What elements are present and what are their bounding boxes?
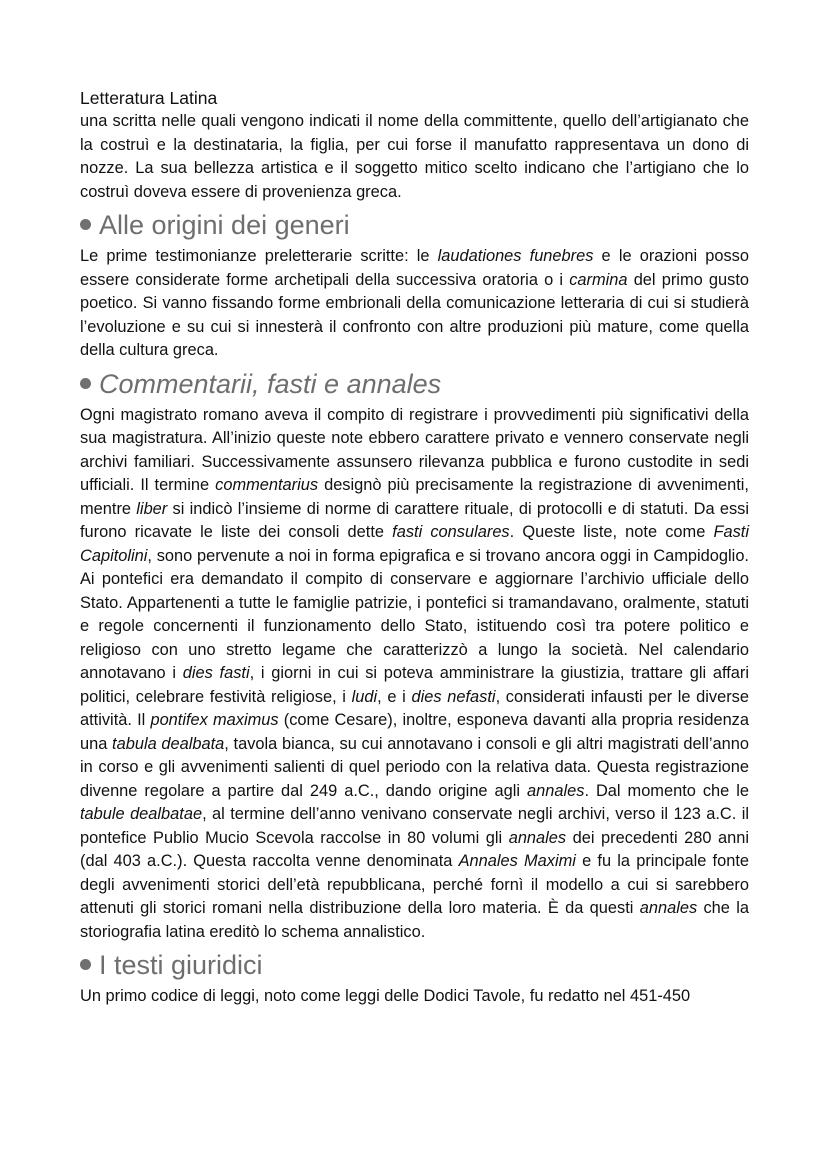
page-content <box>80 86 749 1009</box>
bullet-icon <box>80 378 91 389</box>
section-heading-commentarii: Commentarii, fasti e annales <box>80 365 749 403</box>
section-heading-origini: Alle origini dei generi <box>80 206 749 244</box>
section-heading-testi-giuridici: I testi giuridici <box>80 946 749 984</box>
paragraph-commentarii: Ogni magistrato romano aveva il compito di registrare i provvedimenti più significativi della sua magistratura. All’inizio queste note ebbero carattere privato e vennero conservate negli archivi familiari. Successivamente assunsero rilevanza pubblica e furono custodite in sedi ufficiali. Il termine commentarius designò più precisamente la registrazione di avvenimenti, mentre liber si indicò l’insieme di norme di carattere rituale, di protocolli e di statuti. Da essi furono ricavate le liste dei consoli dette fasti consulares. Queste liste, note come Fasti Capitolini, sono pervenute a noi in forma epigrafica e si trovano ancora oggi in Campidoglio. Ai pontefici era demandato il compito di conservare e aggiornare l’archivio ufficiale dello Stato. Appartenenti a tutte le famiglie patrizie, i pontefici si tramandavano, oralmente, statuti e regole concernenti il funzionamento dello Stato, istituendo così tra potere politico e religioso con uno stretto legame che caratterizzò a lungo la società. Nel calendario annotavano i dies fasti, i giorni in cui si poteva amministrare la giustizia, trattare gli affari politici, celebrare festività religiose, i ludi, e i dies nefasti, considerati infausti per le diverse attività. Il pontifex maximus (come Cesare), inoltre, esponeva davanti alla propria residenza una tabula dealbata, tavola bianca, su cui annotavano i consoli e gli altri magistrati dell’anno in corso e gli avvenimenti salienti di quel periodo con la relativa data. Questa registrazione divenne regolare a partire dal 249 a.C., dando origine agli annales. Dal momento che le tabule dealbatae, al termine dell’anno venivano conservate negli archivi, verso il 123 a.C. il pontefice Publio Mucio Scevola raccolse in 80 volumi gli annales dei precedenti 280 anni (dal 403 a.C.). Questa raccolta venne denominata Annales Maximi e fu la principale fonte degli avvenimenti storici dell’età repubblicana, perché fornì il modello a cui si sarebbero attenuti gli storici romani nella distribuzione della loro materia. È da questi annales che la storiografia latina ereditò lo schema annalistico. <box>80 405 750 941</box>
paragraph-origini: Le prime testimonianze preletterarie scritte: le laudationes funebres e le orazioni posso essere considerate forme archetipali della successiva oratoria o i carmina del primo gusto poetico. Si vanno fissando forme embrionali della comunicazione letteraria di cui si studierà l’evoluzione e su cui si innesterà il confronto con altre produzioni più mature, come quella della cultura greca. <box>80 247 749 359</box>
bullet-icon <box>80 959 91 970</box>
bullet-icon <box>80 219 91 230</box>
intro-paragraph: una scritta nelle quali vengono indicati il nome della committente, quello dell’artigianato che la costruì e la destinataria, la figlia, per cui forse il manufatto rappresentava un dono di nozze. La sua bellezza artistica e il soggetto mitico scelto indicano che l’artigiano che lo costruì doveva essere di provenienza greca. <box>80 112 749 201</box>
document-title: Letteratura Latina <box>80 88 218 108</box>
paragraph-testi-giuridici: Un primo codice di leggi, noto come leggi delle Dodici Tavole, fu redatto nel 451-450 <box>80 987 691 1005</box>
